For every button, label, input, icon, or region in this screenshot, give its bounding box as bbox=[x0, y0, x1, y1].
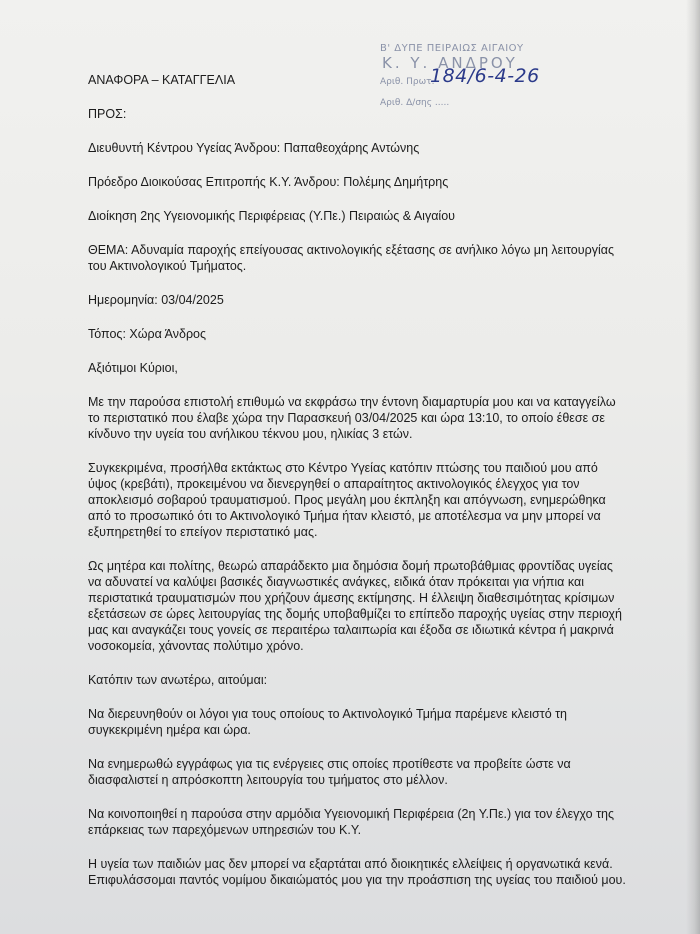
stamp-authority: Β' ΔΥΠΕ ΠΕΙΡΑΙΩΣ ΑΙΓΑΙΟΥ bbox=[380, 43, 524, 54]
document-title: ΑΝΑΦΟΡΑ – ΚΑΤΑΓΓΕΛΙΑ bbox=[88, 73, 236, 87]
paper-edge-shadow bbox=[686, 0, 700, 934]
stamp-health-center: Κ. Υ. ΑΝΔΡΟΥ bbox=[382, 54, 518, 72]
body-paragraph: Με την παρούσα επιστολή επιθυμώ να εκφράσω την έντονη διαμαρτυρία μου και να καταγγείλω το περιστατικό που έλαβε χώρα την Παρασκευή 03/04/2025 και ώρα 13:10, το οποίο έθεσε σε κίνδυνο την υγεία του ανήλικου τέκνου μου, ηλικίας 3 ετών. bbox=[88, 395, 616, 441]
body-paragraph: Συγκεκριμένα, προσήλθα εκτάκτως στο Κέντρο Υγείας κατόπιν πτώσης του παιδιού μου από ύψος (κρεβάτι), προκειμένου να διενεργηθεί ο απαραίτητος ακτινολογικός έλεγχος για τον αποκλεισμό σοβαρού τραυματισμού. Προς μεγάλη μου έκπληξη και απόγνωση, ενημερώθηκα από το προσωπικό ότι το Ακτινολογικό Τμήμα ήταν κλειστό, με αποτέλεσμα να μην μπορεί να εξυπηρετηθεί το επείγον περιστατικό μας. bbox=[88, 461, 606, 539]
recipient: Διοίκηση 2ης Υγειονομικής Περιφέρειας (Υ.Πε.) Πειραιώς & Αιγαίου bbox=[88, 209, 455, 223]
handwritten-protocol-number: 184/6-4-26 bbox=[430, 65, 540, 87]
to-label: ΠΡΟΣ: bbox=[88, 107, 127, 121]
stamp-directorate-label: Αριθ. Δ/σης ..... bbox=[380, 98, 450, 108]
recipient: Πρόεδρο Διοικούσας Επιτροπής Κ.Υ. Άνδρου: Πολέμης Δημήτρης bbox=[88, 175, 449, 189]
request-item: Να κοινοποιηθεί η παρούσα στην αρμόδια Υγειονομική Περιφέρεια (2η Υ.Πε.) για τον έλεγχο της επάρκειας των παρεχόμενων υπηρεσιών του Κ.Υ. bbox=[88, 807, 614, 837]
recipient: Διευθυντή Κέντρου Υγείας Άνδρου: Παπαθεοχάρης Αντώνης bbox=[88, 141, 420, 155]
closing-paragraph: Η υγεία των παιδιών μας δεν μπορεί να εξαρτάται από διοικητικές ελλείψεις ή οργανωτικά κενά. Επιφυλάσσομαι παντός νομίμου δικαιώματός μου για την προάσπιση της υγείας του παιδιού μου. bbox=[88, 857, 626, 887]
subject-line: ΘΕΜΑ: Αδυναμία παροχής επείγουσας ακτινολογικής εξέτασης σε ανήλικο λόγω μη λειτουργίας του Ακτινολογικού Τμήματος. bbox=[88, 243, 614, 273]
request-intro: Κατόπιν των ανωτέρω, αιτούμαι: bbox=[88, 673, 268, 687]
complaint-letter bbox=[88, 72, 628, 888]
place-line: Τόπος: Χώρα Άνδρος bbox=[88, 327, 207, 341]
stamp-protocol-label: Αριθ. Πρωτ. bbox=[380, 77, 435, 87]
body-paragraph: Ως μητέρα και πολίτης, θεωρώ απαράδεκτο μια δημόσια δομή πρωτοβάθμιας φροντίδας υγείας να αδυνατεί να καλύψει βασικές διαγνωστικές ανάγκες, ειδικά όταν πρόκειται για νήπια και περιστατικά τραυματισμών που χρήζουν άμεσης εκτίμησης. Η έλλειψη διαθεσιμότητας κρίσιμων εξετάσεων σε ώρες λειτουργίας της δομής υποβαθμίζει το επίπεδο παροχής υγείας στην περιοχή μας και αναγκάζει τους γονείς σε περαιτέρω ταλαιπωρία και έξοδα σε ιδιωτικά κέντρα ή μακρινά νοσοκομεία, χάνοντας πολύτιμο χρόνο. bbox=[88, 559, 622, 653]
date-line: Ημερομηνία: 03/04/2025 bbox=[88, 293, 224, 307]
salutation: Αξιότιμοι Κύριοι, bbox=[88, 361, 178, 375]
request-item: Να ενημερωθώ εγγράφως για τις ενέργειες στις οποίες προτίθεστε να προβείτε ώστε να διασφαλιστεί η απρόσκοπτη λειτουργία του τμήματος στο μέλλον. bbox=[88, 757, 571, 787]
request-item: Να διερευνηθούν οι λόγοι για τους οποίους το Ακτινολογικό Τμήμα παρέμενε κλειστό τη συγκεκριμένη ημέρα και ώρα. bbox=[88, 707, 568, 737]
